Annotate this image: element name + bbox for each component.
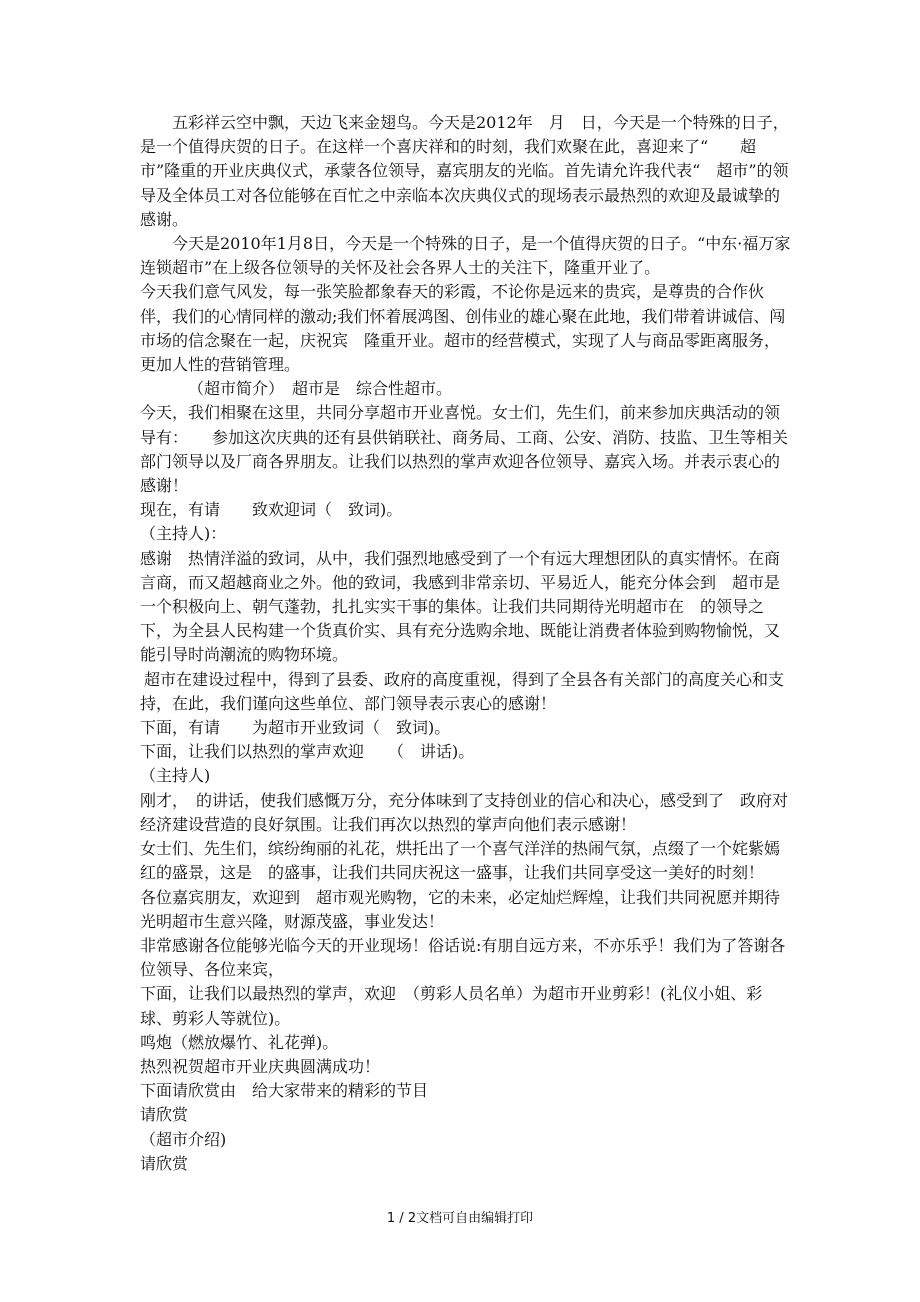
paragraph: 各位嘉宾朋友，欢迎到 超市观光购物，它的未来，必定灿烂辉煌，让我们共同祝愿并期待光明超市生意兴隆，财源茂盛，事业发达！: [140, 887, 781, 931]
paragraph: 请欣赏: [140, 1105, 189, 1125]
paragraph: （超市简介） 超市是 综合性超市。: [188, 379, 453, 399]
paragraph: 现在，有请 致欢迎词（ 致词)。: [140, 500, 403, 520]
paragraph: 下面请欣赏由 给大家带来的精彩的节目: [140, 1081, 429, 1101]
paragraph: 今天是2010年1月8日，今天是一个特殊的日子，是一个值得庆贺的日子。“中东·福万家连锁超市”在上级各位领导的关怀及社会各界人士的关注下，隆重开业了。: [140, 234, 791, 278]
paragraph: （主持人)：: [140, 524, 227, 544]
paragraph: 感谢 热情洋溢的致词，从中，我们强烈地感受到了一个有远大理想团队的真实情怀。在商言商，而又超越商业之外。他的致词，我感到非常亲切、平易近人，能充分体会到 超市是一个积极向上、朝气蓬勃，扎扎实实干事的集体。让我们共同期待光明超市在 的领导之下，为全县人民构建一个货真价实、具有充分选购余地、既能让消费者体验到购物愉悦，又能引导时尚潮流的购物环境。: [140, 548, 781, 665]
paragraph: 鸣炮（燃放爆竹、礼花弹)。: [140, 1032, 339, 1052]
paragraph: 超市在建设过程中，得到了县委、政府的高度重视，得到了全县各有关部门的高度关心和支持，在此，我们谨向这些单位、部门领导表示衷心的感谢！: [140, 669, 785, 713]
paragraph: 下面，让我们以最热烈的掌声，欢迎 （剪彩人员名单）为超市开业剪彩！(礼仪小姐、彩球、剪彩人等就位)。: [140, 984, 763, 1028]
paragraph: 女士们、先生们，缤纷绚丽的礼花，烘托出了一个喜气洋洋的热闹气氛，点缀了一个姹紫嫣红的盛景，这是 的盛事，让我们共同庆祝这一盛事，让我们共同享受这一美好的时刻！: [140, 839, 781, 883]
paragraph: （主持人): [140, 766, 211, 786]
paragraph: 今天我们意气风发，每一张笑脸都象春天的彩霞，不论你是远来的贵宾，是尊贵的合作伙伴，我们的心情同样的激动;我们怀着展鸿图、创伟业的雄心聚在此地，我们带着讲诚信、闯市场的信念聚在一起，庆祝宾 隆重开业。超市的经营模式，实现了人与商品零距离服务，更加人性的营销管理。: [140, 282, 786, 375]
paragraph: 今天，我们相聚在这里，共同分享超市开业喜悦。女士们，先生们，前来参加庆典活动的领导有： 参加这次庆典的还有县供销联社、商务局、工商、公安、消防、技监、卫生等相关部门领导以及厂商各界朋友。让我们以热烈的掌声欢迎各位领导、嘉宾入场。并表示衷心的感谢！: [140, 403, 789, 496]
paragraph: 非常感谢各位能够光临今天的开业现场！俗话说:有朋自远方来，不亦乐乎！我们为了答谢各位领导、各位来宾，: [140, 935, 786, 980]
paragraph: 请欣赏: [140, 1153, 189, 1173]
page-footer: 1 / 2文档可自由编辑打印: [386, 1211, 534, 1226]
paragraph: 热烈祝贺超市开业庆典圆满成功！: [140, 1056, 381, 1076]
document-body: [140, 111, 805, 1176]
paragraph: 五彩祥云空中飘，天边飞来金翅鸟。今天是2012年 月 日，今天是一个特殊的日子，是一个值得庆贺的日子。在这样一个喜庆祥和的时刻，我们欢聚在此，喜迎来了“ 超市”隆重的开业庆典仪式，承蒙各位领导，嘉宾朋友的光临。首先请允许我代表“ 超市”的领导及全体员工对各位能够在百忙之中亲临本次庆典仪式的现场表示最热烈的欢迎及最诚挚的感谢。: [140, 113, 789, 229]
paragraph: （超市介绍): [140, 1129, 227, 1149]
paragraph: 下面，有请 为超市开业致词（ 致词)。: [140, 718, 451, 738]
paragraph: 下面，让我们以热烈的掌声欢迎 （ 讲话)。: [140, 742, 475, 762]
paragraph: 刚才， 的讲话，使我们感慨万分，充分体味到了支持创业的信心和决心，感受到了 政府对 经济建设营造的良好氛围。让我们再次以热烈的掌声向他们表示感谢！: [140, 790, 805, 834]
